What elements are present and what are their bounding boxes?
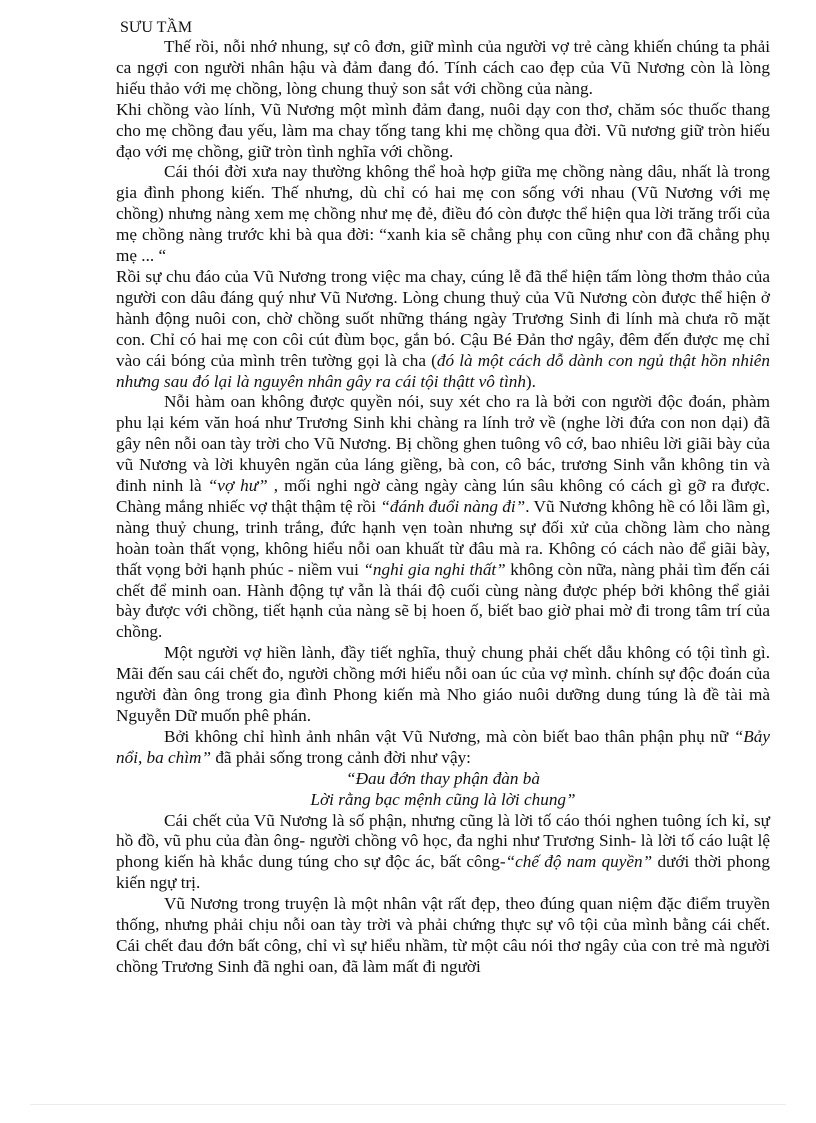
paragraph-7-italic: “Bảy nổi, ba chìm”: [116, 726, 770, 767]
paragraph-8-text-b: dưới thời phong kiến ngự trị.: [116, 852, 770, 893]
paragraph-5-italic-2: “đánh đuổi nàng đi”: [380, 496, 526, 516]
poem-quote-line-1: “Đau đớn thay phận đàn bà: [346, 768, 540, 788]
paragraph-7: [116, 727, 770, 769]
paragraph-2: Khi chồng vào lính, Vũ Nương một mình đảm đang, nuôi dạy con thơ, chăm sóc thuốc thang cho mẹ chồng đau yếu, làm ma chay tống tang khi mẹ chồng qua đời. Vũ nương giữ tròn hiếu đạo với mẹ chồng, giữ tròn tình nghĩa với chồng.: [116, 99, 770, 161]
paragraph-4-italic: đó là một cách dỗ dành con ngủ thật hồn nhiên nhưng sau đó lại là nguyên nhân gây ra cái tội thậtt vô tình: [116, 350, 770, 391]
paragraph-5-italic-1: “vợ hư”: [207, 476, 268, 496]
poem-quote-line-2: Lời rằng bạc mệnh cũng là lời chung”: [310, 789, 576, 809]
paragraph-8-text-a: Cái chết của Vũ Nương là số phận, nhưng cũng là lời tố cáo thói nghen tuông ích kỉ, sự hồ đồ, vũ phu của đàn ông- người chồng vô học, đa nghi như Trương Sinh- là lời tố cáo luật lệ phong kiến hà khắc dung túng cho sự độc ác, bất công-: [116, 810, 770, 872]
paragraph-4-tail: ).: [525, 371, 536, 391]
paragraph-5-text-d: không còn nữa, nàng phải tìm đến cái chết để minh oan. Hành động tự vẫn là thái độ cuối cùng nàng được phép bởi không thể giải bày được với chồng, tiết hạnh của nàng sẽ bị hoen ố, biết bao giờ phai mờ đi trong tâm trí của chồng.: [116, 559, 771, 642]
paragraph-4: [116, 267, 770, 392]
paragraph-5-italic-3: “nghi gia nghi thất”: [363, 559, 506, 579]
paragraph-7-text-b: đã phải sống trong cảnh đời như vậy:: [211, 747, 471, 767]
paragraph-5-text-c: . Vũ Nương không hề có lỗi lầm gì, nàng thuỷ chung, trinh trắng, đức hạnh vẹn toàn nhưng sự đối xử của chồng làm cho nàng hoàn toàn thất vọng, không hiểu nỗi oan khuất từ đâu mà ra. Không có cách nào để giãi bày, thất vọng bởi hạnh phúc - niềm vui: [116, 496, 770, 579]
paragraph-4-text: Rồi sự chu đáo của Vũ Nương trong việc ma chay, cúng lễ đã thể hiện tấm lòng thơm thảo của người con dâu đáng quý như Vũ Nương. Lòng chung thuỷ của Vũ Nương còn được thể hiện ở hành động nuôi con, chờ chồng suốt những tháng ngày Trương Sinh đi lính mà chưa rõ mặt con. Chỉ có hai mẹ con côi cút đùm bọc, gắn bó. Cậu Bé Đản thơ ngây, đêm đến được mẹ chỉ vào cái bóng của mình trên tường gọi là cha (: [116, 266, 770, 370]
document-heading: SƯU TẦM: [120, 19, 193, 36]
paragraph-5: [116, 392, 770, 643]
paragraph-1: Thế rồi, nỗi nhớ nhung, sự cô đơn, giữ mình của người vợ trẻ càng khiến chúng ta phải ca ngợi con người nhân hậu và đảm đang đó. Tính cách cao đẹp của Vũ Nương còn là lòng hiếu thảo với mẹ chồng, lòng chung thuỷ son sắt với chồng của nàng.: [116, 37, 770, 98]
document-page: [116, 18, 770, 978]
paragraph-8: [116, 811, 770, 895]
paragraph-5-text-a: Nỗi hàm oan không được quyền nói, suy xét cho ra là bởi con người độc đoán, phàm phu lại kém văn hoá như Trương Sinh khi chàng ra lính trở về (nghe lời đứa con non dại) đã gây nên nỗi oan tày trời cho Vũ Nương. Bị chồng ghen tuông vô cớ, bao nhiêu lời giãi bày của vũ Nương và lời khuyên ngăn của láng giềng, bà con, cô bác, trương Sinh vẫn không tin và đinh ninh là: [116, 392, 770, 496]
paragraph-5-text-b: , mối nghi ngờ càng ngày càng lún sâu không có cách gì gỡ ra được. Chàng mắng nhiếc vợ thật thậm tệ rồi: [116, 476, 770, 516]
paragraph-9: Vũ Nương trong truyện là một nhân vật rất đẹp, theo đúng quan niệm đặc điểm truyền thống, nhưng phải chịu nỗi oan tày trời và phải chứng thực sự vô tội của mình bằng cái chết. Cái chết đau đớn bất công, chỉ vì sự hiểu nhầm, từ một câu nói thơ ngây của con trẻ mà người chồng Trương Sinh đã nghi oan, đã làm mất đi người: [116, 894, 770, 976]
paragraph-8-italic: “chế độ nam quyền”: [505, 852, 653, 872]
paragraph-3: Cái thói đời xưa nay thường không thể hoà hợp giữa mẹ chồng nàng dâu, nhất là trong gia đình phong kiến. Thế nhưng, dù chỉ có hai mẹ con sống với nhau (Vũ Nương với mẹ chồng) nhưng nàng xem mẹ chồng như mẹ đẻ, điều đó còn được thể hiện qua lời trăng trối của mẹ chồng nàng trước khi bà qua đời: “xanh kia sẽ chẳng phụ con cũng như con đã chẳng phụ mẹ ... “: [116, 162, 770, 266]
paragraph-7-text-a: Bởi không chỉ hình ảnh nhân vật Vũ Nương, mà còn biết bao thân phận phụ nữ: [164, 726, 734, 746]
page-bottom-divider: [30, 1104, 786, 1105]
paragraph-6: Một người vợ hiền lành, đầy tiết nghĩa, thuỷ chung phải chết dẫu không có tội tình gì. Mãi đến sau cái chết đo, người chồng mới hiểu nỗi oan úc của vợ mình. chính sự độc đoán của người đàn ông trong gia đình Phong kiến mà Nho giáo nuôi dưỡng dung túng là đề tài mà Nguyễn Dữ muốn phê phán.: [116, 643, 770, 725]
